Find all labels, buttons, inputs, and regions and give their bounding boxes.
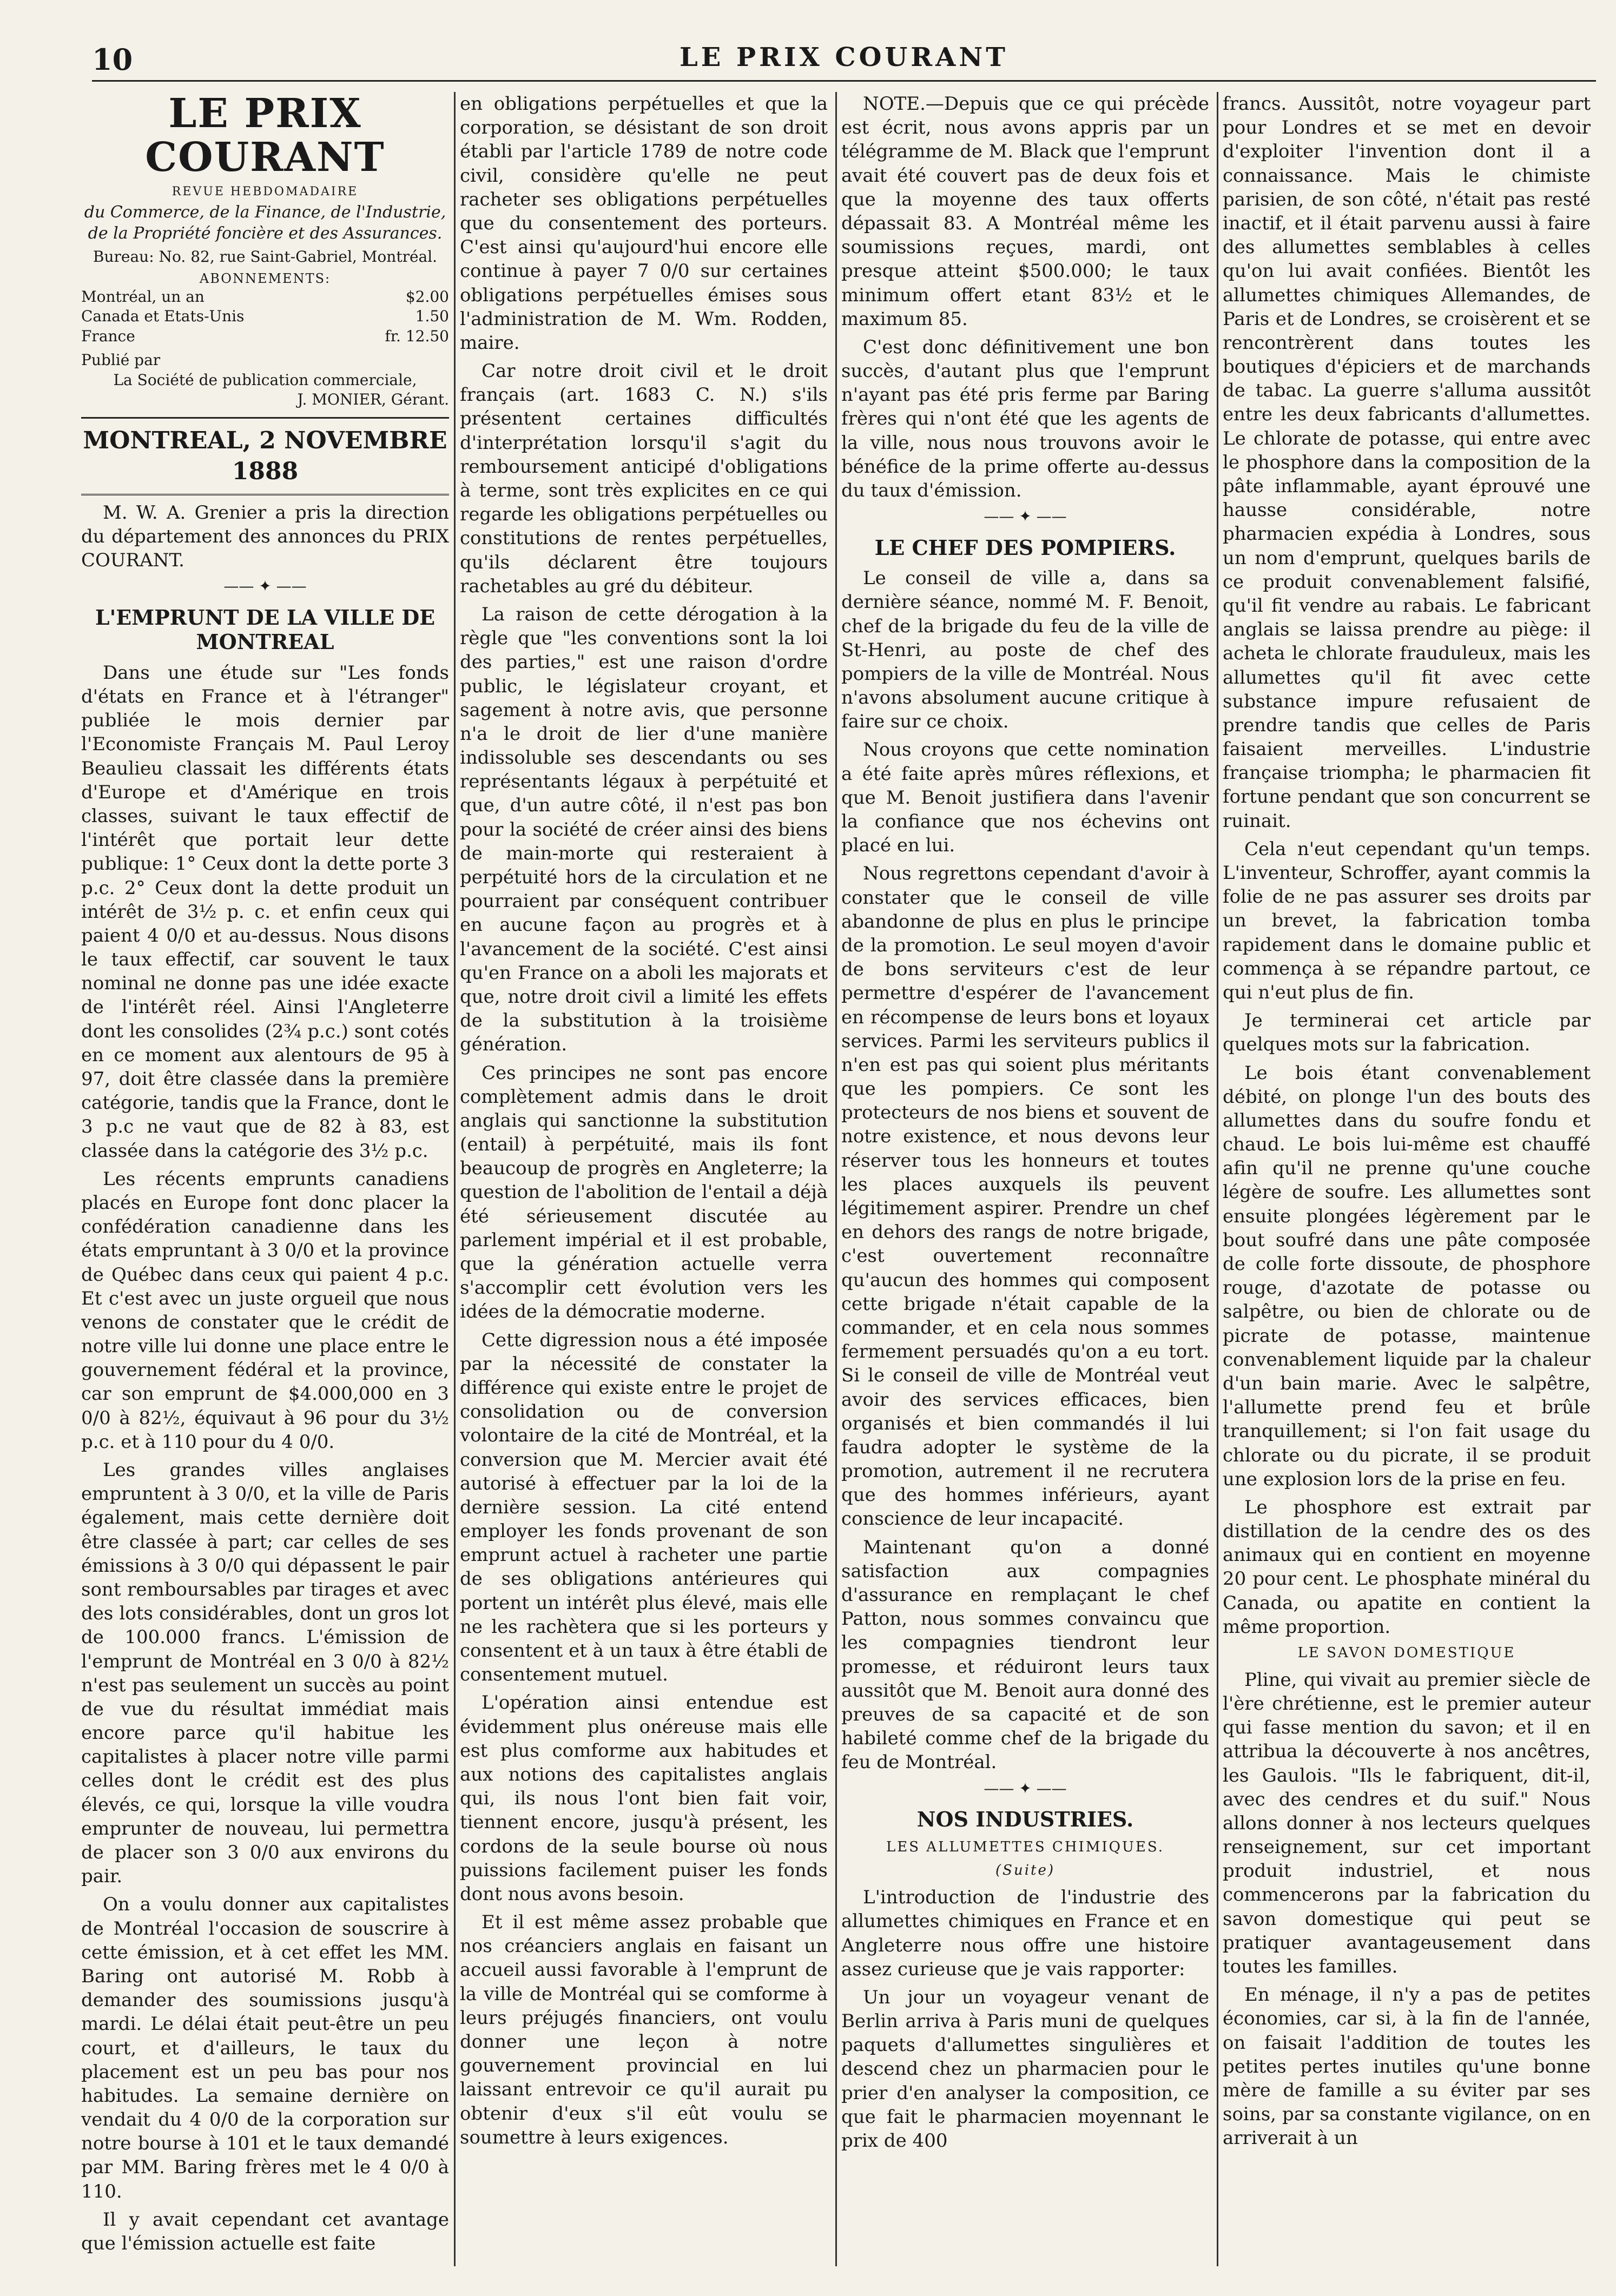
price-value: $2.00	[405, 287, 449, 306]
masthead-subtitle: REVUE HEBDOMADAIRE	[172, 184, 359, 198]
running-head	[92, 42, 1596, 82]
price-value: 1.50	[415, 307, 449, 326]
paragraph: Nous regrettons cependant d'avoir à constater que le conseil de ville abandonne de plus en plus le principe de la promotion. Le seul moyen d'avoir de bons serviteurs c'est de leur permettre d'espérer de l'avancement en récompense de leurs bons et loyaux services. Parmi les serviteurs publics il n'en est pas qui soient plus méritants que les pompiers. Ce sont les protecteurs de nos biens et souvent de notre existence, et nous devons leur réserver tous les honneurs et toutes les places auxquels ils peuvent légitimement aspirer. Prendre un chef en dehors des rangs de notre brigade, c'est ouvertement reconnaître qu'aucun des hommes qui composent cette brigade n'était capable de la commander, et en cela nous sommes fermement persuadés qu'on a eu tort. Si le conseil de ville de Montréal veut avoir des services efficaces, bien organisés et bien commandés il lui faudra adopter le système de la promotion, autrement il ne recrutera que des hommes inférieurs, ayant conscience de leur incapacité.	[841, 863, 1209, 1530]
paragraph: Le conseil de ville a, dans sa dernière séance, nommé M. F. Benoit, chef de la brigade du feu de la ville de St-Henri, au poste de chef des pompiers de la ville de Montréal. Nous n'avons absolument aucune critique à faire sur ce choix.	[841, 567, 1209, 733]
manager-name: J. MONIER, Gérant.	[297, 390, 449, 408]
note-paragraph: C'est donc définitivement une bon succès, d'autant plus que l'emprunt n'ayant pas été pris ferme par Baring frères qui n'ont été que les agents de la ville, nous nous trouvons avoir le bénéfice de la prime offerte au-dessus du taux d'émission.	[841, 336, 1209, 501]
column-2	[460, 92, 828, 2266]
dateline: MONTREAL, 2 NOVEMBRE 1888	[81, 419, 449, 495]
price-row	[81, 327, 449, 346]
paragraph: Le bois étant convenablement débité, on plonge l'un des bouts des allumettes dans du soufre fondu et chaud. Le bois lui-même est chauffé afin qu'il ne prenne qu'une couche légère de soufre. Les allumettes sont ensuite plongées légèrement par le bout soufré dans une pâte composée de colle forte dissoute, de phosphore rouge, d'azotate de potasse ou salpêtre, ou bien de chlorate ou de picrate de potasse, maintenue convenablement liquide par la chaleur d'un bain marie. Avec le salpêtre, l'allumette prend feu et brûle tranquillement; si l'on fait usage du chlorate ou du picrate, il se produit une explosion lors de la prise en feu.	[1223, 1062, 1591, 1490]
section-title: NOS INDUSTRIES.	[916, 1807, 1134, 1831]
section-subtitle: LES ALLUMETTES CHIMIQUES.	[886, 1838, 1165, 1855]
paragraph: Ces principes ne sont pas encore complètement admis dans le droit anglais qui sanctionne la substitution (entail) à perpétuité, mais ils font beaucoup de progrès en Angleterre; la question de l'abolition de l'entail a déjà été sérieusement discutée au parlement impérial et il est probable, que la génération actuelle verra s'accomplir cett évolution vers les idées de la démocratie moderne.	[460, 1062, 828, 1323]
paragraph: On a voulu donner aux capitalistes de Montréal l'occasion de souscrire à cette émission, et à cet effet les MM. Baring ont autorisé M. Robb à demander des soumissions jusqu'à mardi. Le délai était peut-être un peu court, et d'ailleurs, le taux du placement est un peu bas pour nos habitudes. La semaine dernière on vendait du 4 0/0 de la corporation sur notre bourse à 101 et le taux demandé par MM. Baring frères met le 4 0/0 à 110.	[81, 1894, 449, 2202]
columns	[81, 92, 1601, 2266]
paragraph: Un jour un voyageur venant de Berlin arriva à Paris muni de quelques paquets d'allumettes singulières et descend chez un pharmacien pour le prier d'en analyser la composition, ce que fait le pharmacien moyennant le prix de 400	[841, 1986, 1209, 2152]
ornament-divider: —— ✦ ——	[984, 507, 1067, 526]
publisher-name: La Société de publication commerciale,	[113, 370, 417, 389]
paragraph: Et il est même assez probable que nos créanciers anglais en faisant un accueil aussi favorable à l'emprunt de la ville de Montréal qui se comforme à leurs préjugés financiers, ont voulu donner une leçon à notre gouvernement provincial en lui laissant entrevoir ce qu'il aurait pu obtenir d'eux s'il eût voulu se soumettre à leurs exigences.	[460, 1911, 828, 2148]
column-3	[841, 92, 1209, 2266]
subscriptions-label: ABONNEMENTS:	[199, 270, 331, 286]
paragraph: Dans une étude sur "Les fonds d'états en France et à l'étranger" publiée le mois dernier par l'Economiste Français M. Paul Leroy Beaulieu classait les différents états d'Europe et d'Amérique en trois classes, suivant le taux effectif de l'intérêt que portait leur dette publique: 1° Ceux dont la dette porte 3 p.c. 2° Ceux dont la dette produit un intérêt de 3½ p. c. et enfin ceux qui paient 4 0/0 et au-dessus. Nous disons le taux effectif, car souvent le taux nominal ne donne pas une idée exacte de l'intérêt réel. Ainsi l'Angleterre dont les consolides (2¾ p.c.) sont cotés en ce moment aux alentours de 95 à 97, doit être classée dans la première catégorie, tandis que la France, dont le 3 p.c ne vaut que de 82 à 83, est classée dans la catégorie des 3½ p.c.	[81, 661, 449, 1162]
article-title: L'EMPRUNT DE LA VILLE DE MONTREAL	[95, 605, 436, 654]
paragraph: Car notre droit civil et le droit français (art. 1683 C. N.) s'ils présentent certaines difficultés d'interprétation lorsqu'il s'agit du remboursement anticipé d'obligations à terme, sont très explicites en ce qui regarde les obligations perpétuelles ou constitutions de rentes perpétuelles, qu'ils déclarent être toujours rachetables au gré du débiteur.	[460, 360, 828, 597]
price-label: France	[81, 327, 135, 345]
price-value: fr. 12.50	[385, 327, 449, 345]
continued-label: (Suite)	[995, 1862, 1055, 1879]
published-by-label: Publié par	[81, 351, 161, 369]
column-rule	[1217, 92, 1218, 2266]
column-4	[1223, 92, 1591, 2266]
masthead-bureau: Bureau: No. 82, rue Saint-Gabriel, Montréal.	[93, 248, 438, 266]
paragraph: Nous croyons que cette nomination a été faite après mûres réflexions, et que M. Benoit justifiera dans l'avenir la confiance que nos échevins ont placé en lui.	[841, 739, 1209, 857]
price-label: Montréal, un an	[81, 287, 205, 306]
ornament-divider: —— ✦ ——	[223, 577, 307, 595]
masthead-description: du Commerce, de la Finance, de l'Industrie, de la Propriété foncière et des Assurances.	[84, 203, 446, 243]
paragraph: Pline, qui vivait au premier siècle de l'ère chrétienne, est le premier auteur qui fasse mention du savon; et il en attribua la découverte à nos ancêtres, les Gaulois. "Ils le fabriquent, dit-il, avec des cendres et du suif." Nous allons donner à nos lecteurs quelques renseignement, sur cet important produit industriel, et nous commencerons par la fabrication du savon domestique qui peut se pratiquer avantageusement dans toutes les familles.	[1223, 1669, 1591, 1978]
paragraph: Maintenant qu'on a donné satisfaction aux compagnies d'assurance en remplaçant le chef Patton, nous sommes convaincu que les compagnies tiendront leur promesse, et réduiront leurs taux aussitôt que M. Benoit aura donné des preuves de sa capacité et de son habileté comme chef de la brigade du feu de Montréal.	[841, 1536, 1209, 1774]
paragraph: Les récents emprunts canadiens placés en Europe font donc placer la confédération canadienne dans les états empruntant à 3 0/0 et la province de Québec dans ceux qui paient 4 p.c. Et c'est avec un juste orgueil que nous venons de constater que le crédit de notre ville lui donne une place entre le gouvernement fédéral et la province, car son emprunt de $4.000,000 en 3 0/0 à 82½, équivaut à 96 pour du 3½ p.c. et à 110 pour du 4 0/0.	[81, 1168, 449, 1453]
running-title: LE PRIX COURANT	[679, 42, 1009, 72]
masthead-title: LE PRIX COURANT	[145, 92, 385, 181]
section-title: LE SAVON DOMESTIQUE	[1297, 1645, 1516, 1661]
column-rule	[835, 92, 837, 2266]
price-row	[81, 307, 449, 326]
price-label: Canada et Etats-Unis	[81, 307, 245, 326]
paragraph: Il y avait cependant cet avantage que l'émission actuelle est faite	[81, 2208, 449, 2254]
notice: M. W. A. Grenier a pris la direction du département des annonces du PRIX COURANT.	[81, 501, 449, 572]
paragraph: Cela n'eut cependant qu'un temps. L'inventeur, Schroffer, ayant commis la folie de ne pas assurer ses droits par un brevet, la fabrication tomba rapidement dans le domaine public et commença à se répandre partout, ce qui n'eut plus de fin.	[1223, 838, 1591, 1003]
ornament-divider: —— ✦ ——	[984, 1779, 1067, 1797]
paragraph: Je terminerai cet article par quelques mots sur la fabrication.	[1223, 1010, 1591, 1056]
paragraph: Le phosphore est extrait par distillation de la cendre des os des animaux qui en contient en moyenne 20 pour cent. Le phosphate minéral du Canada, ou apatite en contient la même proportion.	[1223, 1496, 1591, 1638]
paragraph: L'opération ainsi entendue est évidemment plus onéreuse mais elle est plus comforme aux habitudes et aux notions des capitalistes anglais qui, ils nous l'ont bien fait voir, tiennent encore, jusqu'à présent, les cordons de la seule bourse où nous puissions facilement puiser les fonds dont nous avons besoin.	[460, 1692, 828, 1905]
paragraph: Cette digression nous a été imposée par la nécessité de constater la différence qui existe entre le projet de consolidation ou de conversion volontaire de la cité de Montréal, et la conversion que M. Mercier avait été autorisé à effectuer par la loi de la dernière session. La cité entend employer les fonds provenant de son emprunt actuel à racheter une partie de ses obligations antérieures qui portent un intérêt plus élevé, mais elle ne les rachètera que si les porteurs y consentent et à un taux à être établi de consentement mutuel.	[460, 1329, 828, 1686]
paragraph: francs. Aussitôt, notre voyageur part pour Londres et se met en devoir d'exploiter l'invention dont il a connaissance. Mais le chimiste parisien, de son côté, n'était pas resté inactif, et il était parvenu aussi à faire des allumettes semblables à celles qu'on lui avait confiées. Bientôt les allumettes chimiques Allemandes, de Paris et de Londres, se croisèrent et se rencontrèrent dans toutes les boutiques d'épiciers et de marchands de tabac. La guerre s'alluma aussitôt entre les deux fabricants d'allumettes. Le chlorate de potasse, qui entre avec le phosphore dans la composition de la pâte inflammable, ayant éprouvé une hausse considérable, notre pharmacien expédia à Londres, sous un nom d'emprunt, quelques barils de ce produit convenablement falsifié, qu'il fit vendre au rabais. Le fabricant anglais se laissa prendre au piège: il acheta le chlorate frauduleux, mais les allumettes qu'il fit avec cette substance impure refusaient de prendre tandis que celles de Paris faisaient merveilles. L'industrie française triompha; le pharmacien fit fortune pendant que son concurrent se ruinait.	[1223, 93, 1591, 832]
paragraph: L'introduction de l'industrie des allumettes chimiques en France et en Angleterre nous offre une histoire assez curieuse que je vais rapporter:	[841, 1887, 1209, 1980]
paragraph: Les grandes villes anglaises empruntent à 3 0/0, et la ville de Paris également, mais cette dernière doit être classée à part; car celles de ses émissions à 3 0/0 qui dépassent le pair sont remboursables par tirages et avec des lots considérables, dont un gros lot de 100.000 francs. L'émission de l'emprunt de Montréal en 3 0/0 à 82½ n'est pas seulement un succès au point de vue du résultat immédiat mais encore parce qu'il habitue les capitalistes à placer notre ville parmi celles dont le crédit est des plus élevés, ce qui, lorsque la ville voudra emprunter de nouveau, lui permettra de placer son 3 0/0 aux environs du pair.	[81, 1459, 449, 1888]
note-paragraph: NOTE.—Depuis que ce qui précède est écrit, nous avons appris par un télégramme de M. Black que l'emprunt avait été couvert pas de deux fois et que la moyenne des taux offerts dépassait 83. A Montréal même les soumissions reçues, mardi, ont presque atteint $500.000; le taux minimum offert etant 83½ et le maximum 85.	[841, 93, 1209, 330]
article-title: LE CHEF DES POMPIERS.	[874, 535, 1176, 560]
paragraph: En ménage, il n'y a pas de petites économies, car si, à la fin de l'année, on faisait l'addition de toutes les petites pertes inutiles qu'une bonne mère de famille a su éviter par ses soins, par sa constante vigilance, on en arriverait à un	[1223, 1984, 1591, 2149]
price-row	[81, 287, 449, 307]
column-rule	[454, 92, 456, 2266]
masthead	[81, 92, 449, 419]
column-1	[81, 92, 449, 2266]
paragraph: La raison de cette dérogation à la règle que "les conventions sont la loi des parties," est une raison d'ordre public, le législateur croyant, et sagement à notre avis, que personne n'a le droit de lier d'une manière indissoluble ses descendants ou ses représentants légaux à perpétuité et que, d'un autre côté, il n'est pas bon pour la société de créer ainsi des biens de main-morte qui resteraient à perpétuité hors de la circulation et ne pourraient par conséquent contribuer en aucune façon au progrès et à l'avancement de la société. C'est ainsi qu'en France on a aboli les majorats et que, notre droit civil a limité les effets de la substitution à la troisième génération.	[460, 603, 828, 1056]
paragraph: en obligations perpétuelles et que la corporation, se désistant de son droit établi par l'article 1789 de notre code civil, considère qu'elle ne peut racheter ses obligations perpétuelles que du consentement des porteurs. C'est ainsi qu'aujourd'hui encore elle continue à payer 7 0/0 sur certaines obligations perpétuelles émises sous l'administration de M. Wm. Rodden, maire.	[460, 93, 828, 354]
page-number: 10	[92, 42, 133, 77]
